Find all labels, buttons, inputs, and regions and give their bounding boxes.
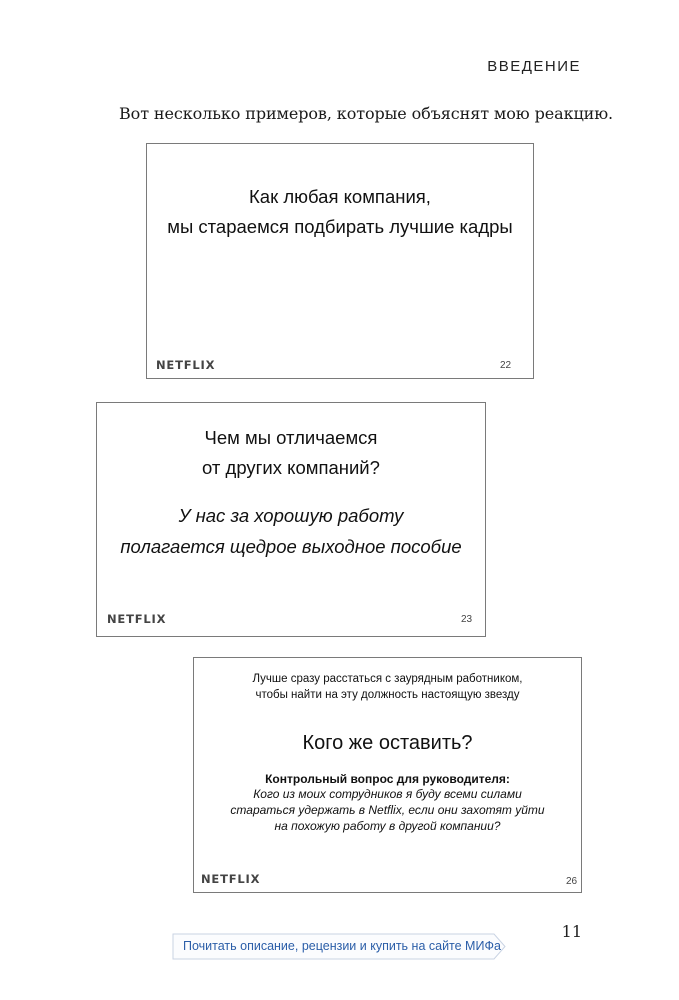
slide-number: 26: [566, 876, 578, 887]
netflix-logo: NETFLIX: [156, 358, 216, 372]
slide-italic-line: на похожую работу в другой компании?: [274, 819, 501, 833]
slide-heading: Кого же оставить?: [302, 732, 473, 754]
netflix-logo: NETFLIX: [107, 612, 167, 626]
page-number: 11: [561, 922, 582, 941]
intro-paragraph: Вот несколько примеров, которые объяснят мою реакцию.: [119, 104, 614, 123]
slide-23: [96, 402, 486, 637]
slide-italic-line: У нас за хорошую работу: [178, 505, 404, 526]
slide-number: 22: [500, 360, 512, 371]
buy-on-mif-link-button[interactable]: [172, 933, 506, 960]
slide-text-line: от других компаний?: [202, 457, 380, 478]
slide-text-line: Как любая компания,: [249, 186, 431, 207]
running-head: ВВЕДЕНИЕ: [487, 58, 581, 75]
slide-question-label: Контрольный вопрос для руководителя:: [265, 772, 510, 786]
slide-text-line: мы стараемся подбирать лучшие кадры: [167, 216, 513, 237]
slide-italic-line: стараться удержать в Netflix, если они захотят уйти: [230, 803, 545, 817]
slide-italic-line: Кого из моих сотрудников я буду всеми силами: [253, 787, 522, 801]
slide-italic-line: полагается щедрое выходное пособие: [120, 536, 462, 557]
slide-26: [193, 657, 582, 893]
slide-number: 23: [461, 614, 473, 625]
slide-text-line: Чем мы отличаемся: [204, 427, 378, 448]
slide-small-line: Лучше сразу расстаться с заурядным работником,: [252, 673, 523, 685]
slide-small-line: чтобы найти на эту должность настоящую звезду: [255, 689, 520, 701]
cta-label: Почитать описание, рецензии и купить на сайте МИФа: [183, 939, 501, 953]
netflix-logo: NETFLIX: [201, 872, 261, 886]
slide-22: [146, 143, 534, 379]
